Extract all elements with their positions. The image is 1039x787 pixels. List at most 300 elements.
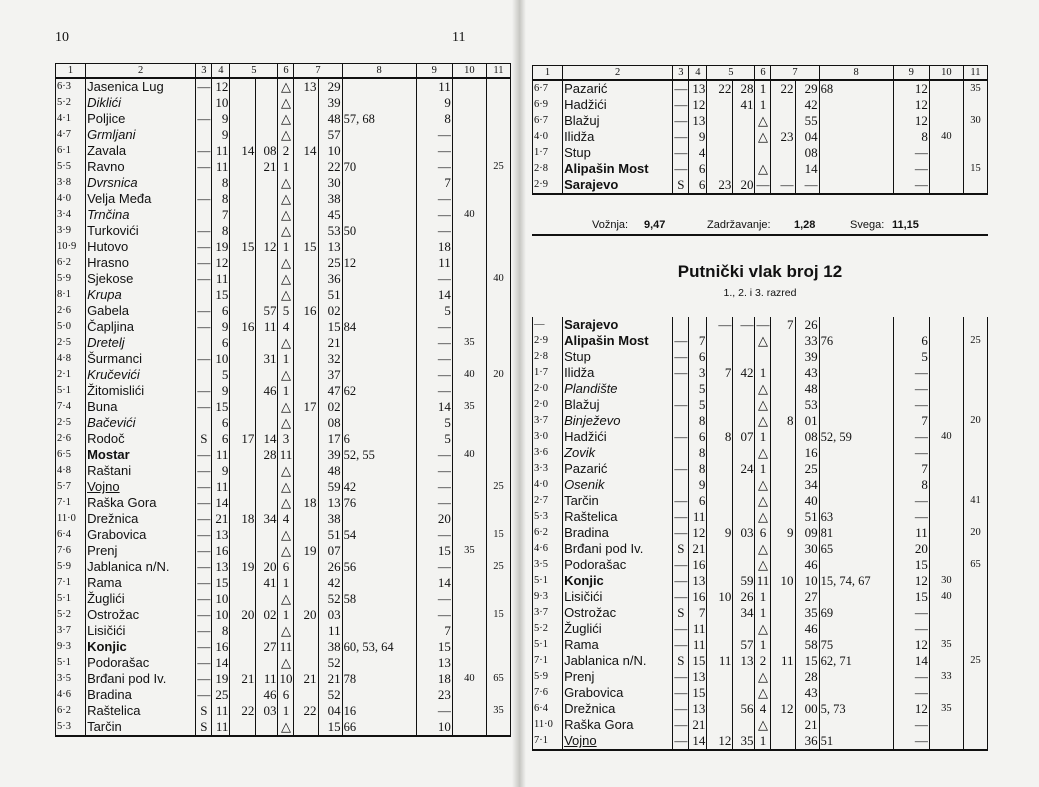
stop-time: △ (755, 129, 771, 145)
run-time: 12 (212, 78, 230, 95)
stop-time: 11 (279, 447, 293, 462)
arr-hour: 17 (230, 431, 256, 447)
station-name: Stup (563, 349, 673, 365)
stop-flag (196, 95, 212, 111)
table-row (533, 349, 988, 365)
stop-time: △ (755, 413, 771, 429)
col11-value (486, 447, 510, 463)
train-refs (819, 621, 893, 637)
table-row (56, 335, 511, 351)
arr-hour: 22 (230, 703, 256, 719)
run-time: 7 (212, 207, 230, 223)
col10-value: 40 (452, 207, 486, 223)
col11-value: 41 (963, 493, 987, 509)
station-name: Buna (86, 399, 196, 415)
dep-min: 17 (318, 431, 342, 447)
col11-value (963, 317, 987, 333)
stop-time: △ (278, 543, 294, 559)
dep-min: 48 (318, 463, 342, 479)
train-refs (342, 415, 416, 431)
station-name: Zavala (86, 143, 196, 159)
table-row (533, 145, 988, 161)
stop-flag: — (197, 239, 211, 254)
stop-flag: — (197, 79, 211, 94)
stop-time: △ (755, 381, 771, 397)
col11-value (486, 95, 510, 111)
stop-time: △ (755, 445, 771, 461)
dep-min: 28 (795, 669, 819, 685)
arr-min: 41 (256, 575, 278, 591)
station-name: Žuglići (86, 591, 196, 607)
stop-flag: — (674, 397, 688, 412)
column-header-10: 10 (452, 64, 486, 79)
stop-time: △ (278, 255, 294, 271)
col9-value: — (416, 319, 452, 335)
table-row (533, 365, 988, 381)
km-cell: 5·1 (533, 637, 563, 653)
train-refs: 42 (342, 479, 416, 495)
dep-hour (771, 461, 795, 477)
stop-flag (196, 287, 212, 303)
arr-min (733, 717, 755, 733)
run-time: 10 (212, 607, 230, 623)
arr-min (733, 145, 755, 161)
col11-value (486, 431, 510, 447)
dep-min: 25 (318, 255, 342, 271)
arr-min: 26 (733, 589, 755, 605)
run-time: 25 (212, 687, 230, 703)
stop-time: △ (755, 509, 771, 525)
dep-min: 04 (795, 129, 819, 145)
run-time: 10 (212, 591, 230, 607)
col10-value (929, 461, 963, 477)
train-refs (819, 161, 893, 177)
train-refs (342, 287, 416, 303)
col10-value (929, 365, 963, 381)
col9-value: — (416, 159, 452, 175)
run-time: 6 (212, 415, 230, 431)
arr-min (733, 541, 755, 557)
run-time: 11 (689, 509, 707, 525)
arr-hour (230, 335, 256, 351)
dep-hour (771, 541, 795, 557)
right-timetable-bottom (532, 317, 988, 751)
dep-hour: 16 (294, 303, 318, 319)
dep-min: 02 (318, 303, 342, 319)
km-cell: 2·6 (56, 431, 86, 447)
run-time: 14 (212, 495, 230, 511)
arr-hour (230, 479, 256, 495)
table-row (533, 525, 988, 541)
col9-value: 12 (893, 573, 929, 589)
table-row (533, 653, 988, 669)
stop-flag: S (196, 703, 212, 719)
run-time: 16 (212, 639, 230, 655)
stop-time: △ (755, 685, 771, 701)
col11-value (486, 175, 510, 191)
dep-hour (294, 623, 318, 639)
arr-min (733, 129, 755, 145)
table-row (56, 159, 511, 175)
col10-value: 40 (452, 671, 486, 687)
dep-hour (294, 415, 318, 431)
station-name: Trnčina (86, 207, 196, 223)
dep-hour (771, 445, 795, 461)
table-row (533, 429, 988, 445)
train-refs: 70 (342, 159, 416, 175)
col10-value (452, 495, 486, 511)
col11-value (486, 463, 510, 479)
header-row (56, 64, 511, 79)
station-name: Rodoč (86, 431, 196, 447)
arr-hour (230, 351, 256, 367)
arr-hour (707, 461, 733, 477)
stop-flag: — (674, 557, 688, 572)
col10-value (452, 191, 486, 207)
arr-hour (230, 527, 256, 543)
arr-min (256, 479, 278, 495)
dep-min: 52 (318, 655, 342, 671)
stop-time: △ (755, 541, 771, 557)
arr-min: 20 (256, 559, 278, 575)
col9-value: 8 (893, 129, 929, 145)
col11-value: 25 (486, 159, 510, 175)
col10-value (452, 287, 486, 303)
arr-min: 57 (256, 303, 278, 319)
stop-time: 6 (278, 687, 294, 703)
column-header-2: 2 (563, 66, 673, 81)
run-time: 6 (689, 493, 707, 509)
stop-time: 6 (278, 559, 294, 575)
table-row (533, 509, 988, 525)
col10-value (929, 113, 963, 129)
col10-value: 33 (929, 669, 963, 685)
run-time: 21 (212, 511, 230, 527)
col10-value (929, 717, 963, 733)
run-time: 6 (689, 349, 707, 365)
km-cell: 3·6 (533, 445, 563, 461)
arr-min: 21 (256, 159, 278, 175)
dep-min: 36 (795, 733, 819, 750)
arr-hour (230, 175, 256, 191)
train-refs (342, 191, 416, 207)
col11-value (963, 397, 987, 413)
left-page-number: 10 (55, 30, 69, 45)
dep-min: 42 (795, 97, 819, 113)
col11-value: 30 (963, 113, 987, 129)
train-refs (342, 271, 416, 287)
table-row (56, 111, 511, 127)
arr-min: 27 (256, 639, 278, 655)
stop-time: 1 (278, 703, 294, 719)
dep-min: 46 (795, 621, 819, 637)
station-name: Osenik (563, 477, 673, 493)
run-time: 16 (689, 589, 707, 605)
col10-value (452, 655, 486, 671)
km-cell: 2·0 (533, 381, 563, 397)
stop-time: △ (278, 191, 294, 207)
km-cell: 6·2 (56, 255, 86, 271)
station-name: Raštelica (563, 509, 673, 525)
arr-hour (230, 159, 256, 175)
col11-value: 15 (486, 527, 510, 543)
stop-time: △ (755, 669, 771, 685)
run-time: 6 (689, 161, 707, 177)
col10-value (452, 511, 486, 527)
column-header-1: 1 (56, 64, 86, 79)
col9-value: 23 (416, 687, 452, 703)
run-time: 9 (689, 129, 707, 145)
running-time-label: Vožnja: (592, 219, 629, 231)
km-cell: 5·9 (56, 559, 86, 575)
col9-value: 9 (416, 95, 452, 111)
dep-hour (294, 191, 318, 207)
train-refs: 6 (342, 431, 416, 447)
train-refs (819, 461, 893, 477)
dep-hour (294, 383, 318, 399)
stop-flag: — (197, 255, 211, 270)
col10-value (929, 445, 963, 461)
km-cell: 7·6 (533, 685, 563, 701)
train-refs (342, 607, 416, 623)
header-row (533, 66, 988, 81)
station-name: Raštelica (86, 703, 196, 719)
col11-value (963, 349, 987, 365)
arr-hour (230, 383, 256, 399)
train-refs (342, 95, 416, 111)
col10-value (452, 223, 486, 239)
dep-hour (294, 335, 318, 351)
station-name: Jablanica n/N. (563, 653, 673, 669)
col10-value (929, 493, 963, 509)
stop-time: △ (278, 335, 294, 351)
col11-value: 65 (963, 557, 987, 573)
col11-value: 25 (963, 333, 987, 349)
col9-value: 11 (893, 525, 929, 541)
col9-value: — (416, 383, 452, 399)
dep-min: 21 (318, 671, 342, 687)
dep-hour (294, 159, 318, 175)
train-refs (819, 97, 893, 113)
col10-value (452, 383, 486, 399)
stop-flag: — (674, 701, 688, 716)
arr-min (733, 333, 755, 349)
station-name: Dvrsnica (86, 175, 196, 191)
col9-value: 12 (893, 701, 929, 717)
col10-value (452, 719, 486, 736)
dep-hour: 22 (771, 80, 795, 97)
arr-min: 34 (256, 511, 278, 527)
run-time: 11 (212, 479, 230, 495)
stop-flag: — (197, 527, 211, 542)
dep-min: 16 (795, 445, 819, 461)
stop-flag: — (674, 525, 688, 540)
dep-hour: 7 (771, 317, 795, 333)
col9-value: — (416, 559, 452, 575)
dep-hour (771, 493, 795, 509)
station-name: Drežnica (563, 701, 673, 717)
run-time: 11 (212, 719, 230, 736)
stop-flag: — (197, 479, 211, 494)
col9-value: — (893, 381, 929, 397)
arr-hour (707, 685, 733, 701)
station-name: Prenj (563, 669, 673, 685)
km-cell: 5·5 (56, 159, 86, 175)
dep-hour (771, 349, 795, 365)
col9-value: — (893, 429, 929, 445)
dep-min: 07 (318, 543, 342, 559)
table-row (533, 129, 988, 145)
dep-hour (771, 589, 795, 605)
arr-min (256, 527, 278, 543)
dep-hour: 21 (294, 671, 318, 687)
dep-hour (294, 687, 318, 703)
col9-value: 15 (893, 589, 929, 605)
arr-min (256, 655, 278, 671)
stop-time: 3 (278, 431, 294, 447)
col10-value (452, 591, 486, 607)
column-header-4: 4 (212, 64, 230, 79)
col10-value: 40 (452, 447, 486, 463)
stop-time: 1 (755, 429, 771, 445)
train-refs (342, 303, 416, 319)
dep-hour (294, 319, 318, 335)
col11-value (963, 461, 987, 477)
col9-value: — (416, 447, 452, 463)
km-cell: 3·5 (533, 557, 563, 573)
stop-time: 2 (278, 143, 294, 159)
stop-flag: — (674, 349, 688, 364)
km-cell: 5·9 (533, 669, 563, 685)
col11-value (963, 733, 987, 750)
col10-value (929, 477, 963, 493)
stop-time: △ (278, 399, 294, 415)
col9-value: 12 (893, 637, 929, 653)
arr-hour (707, 509, 733, 525)
km-cell: 4·8 (56, 463, 86, 479)
run-time: 13 (689, 669, 707, 685)
station-name: Raška Gora (563, 717, 673, 733)
arr-min (256, 207, 278, 223)
stop-flag: — (197, 271, 211, 286)
station-name: Ilidža (563, 365, 673, 381)
run-time: 13 (689, 80, 707, 97)
arr-min (256, 495, 278, 511)
col10-value (452, 78, 486, 95)
stop-flag: — (197, 351, 211, 366)
col9-value: — (893, 717, 929, 733)
stop-time: △ (755, 161, 771, 177)
dep-min: 59 (318, 479, 342, 495)
col11-value (963, 685, 987, 701)
arr-hour: 23 (707, 177, 733, 194)
train-refs: 50 (342, 223, 416, 239)
dep-hour (294, 207, 318, 223)
stop-flag (673, 477, 689, 493)
col11-value (963, 97, 987, 113)
arr-hour (707, 145, 733, 161)
dep-hour (771, 669, 795, 685)
train-refs: 75 (819, 637, 893, 653)
dep-min: 15 (318, 319, 342, 335)
train-refs (819, 445, 893, 461)
km-cell: 2·6 (56, 303, 86, 319)
col10-value (452, 431, 486, 447)
run-time: 6 (212, 335, 230, 351)
dep-hour: — (771, 177, 795, 194)
stop-time: — (756, 177, 770, 192)
col11-value (486, 591, 510, 607)
train-refs: 62, 71 (819, 653, 893, 669)
col10-value (452, 271, 486, 287)
km-cell: 4·1 (56, 111, 86, 127)
run-time: 15 (212, 287, 230, 303)
col9-value: 5 (416, 303, 452, 319)
train-refs: 84 (342, 319, 416, 335)
col9-value: 15 (416, 639, 452, 655)
col11-value (486, 351, 510, 367)
dep-min: 38 (318, 511, 342, 527)
arr-hour (230, 639, 256, 655)
stop-flag (673, 381, 689, 397)
run-time: 9 (212, 111, 230, 127)
train-refs (819, 177, 893, 194)
station-name: Žuglići (563, 621, 673, 637)
dep-min: 21 (318, 335, 342, 351)
stop-time: △ (278, 719, 294, 736)
arr-min: 02 (256, 607, 278, 623)
table-row (533, 493, 988, 509)
stop-time: △ (278, 415, 294, 431)
col9-value: 13 (416, 655, 452, 671)
table-row (533, 317, 988, 333)
km-cell: 7·1 (56, 495, 86, 511)
station-name: Grabovica (563, 685, 673, 701)
column-header-2: 2 (86, 64, 196, 79)
col10-value (929, 381, 963, 397)
table-row (56, 207, 511, 223)
train-refs: 16 (342, 703, 416, 719)
train-refs: 57, 68 (342, 111, 416, 127)
col10-value (929, 541, 963, 557)
km-cell: 1·7 (533, 145, 563, 161)
stop-time: △ (278, 655, 294, 671)
col10-value (929, 605, 963, 621)
arr-hour (230, 95, 256, 111)
table-row (533, 621, 988, 637)
stop-flag: — (197, 495, 211, 510)
table-row (533, 573, 988, 589)
km-cell: 6·3 (56, 78, 86, 95)
stop-flag: — (674, 589, 688, 604)
arr-min (256, 591, 278, 607)
run-time: 11 (689, 621, 707, 637)
km-cell: 3·7 (533, 413, 563, 429)
stop-time: △ (755, 621, 771, 637)
dep-hour (294, 591, 318, 607)
train-refs (342, 127, 416, 143)
col11-value (963, 445, 987, 461)
train-refs: 52, 59 (819, 429, 893, 445)
stop-flag (196, 415, 212, 431)
stop-flag: — (674, 81, 688, 96)
arr-hour (230, 223, 256, 239)
arr-min: 20 (733, 177, 755, 194)
dep-min: 27 (795, 589, 819, 605)
stop-time: 1 (278, 351, 294, 367)
arr-min: 59 (733, 573, 755, 589)
dep-min: 03 (318, 607, 342, 623)
